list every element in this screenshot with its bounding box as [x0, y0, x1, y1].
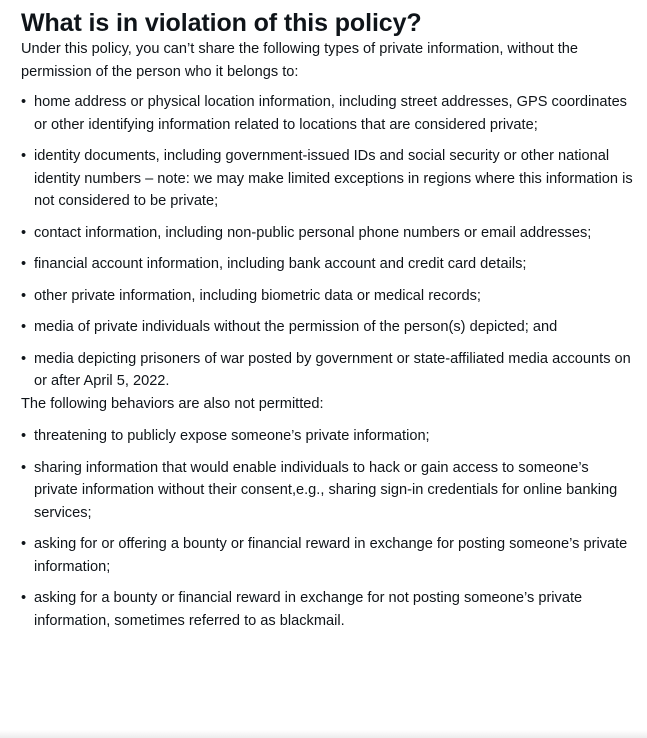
bullet-icon: •: [21, 287, 27, 304]
list-item-text: financial account information, including bank account and credit card details;: [34, 256, 527, 272]
list-item: [21, 145, 633, 213]
list-item: [21, 253, 633, 276]
list-item: [21, 285, 633, 308]
behaviors-list: [21, 425, 633, 632]
bottom-fade: [0, 730, 647, 738]
policy-document: [21, 0, 633, 632]
list-item-text: identity documents, including government-issued IDs and social security or other national identity numbers – note: we may make limited exceptions in regions where this information is not considered to be private;: [34, 148, 633, 209]
bullet-icon: •: [21, 224, 27, 241]
behaviors-intro: The following behaviors are also not permitted:: [21, 395, 324, 412]
list-item-text: threatening to publicly expose someone’s private information;: [34, 428, 430, 444]
list-item: [21, 425, 633, 448]
list-item: [21, 348, 633, 393]
list-item-text: sharing information that would enable individuals to hack or gain access to someone’s private information without their consent,e.g., sharing sign-in credentials for online banking services;: [34, 459, 618, 521]
list-item: [21, 587, 633, 632]
list-item-text: asking for or offering a bounty or financial reward in exchange for posting someone’s private information;: [34, 536, 628, 575]
bullet-icon: •: [21, 459, 27, 476]
list-item: [21, 457, 633, 525]
bullet-icon: •: [21, 148, 27, 164]
bullet-icon: •: [21, 590, 27, 606]
list-item: [21, 533, 633, 578]
list-item-text: media of private individuals without the permission of the person(s) depicted; and: [34, 319, 558, 335]
bullet-icon: •: [21, 319, 27, 335]
list-item-text: home address or physical location information, including street addresses, GPS coordinates or other identifying information related to locations that are considered private;: [34, 94, 627, 133]
list-item: [21, 222, 633, 245]
bullet-icon: •: [21, 536, 27, 552]
list-item-text: contact information, including non-public personal phone numbers or email addresses;: [34, 224, 592, 241]
bullet-icon: •: [21, 256, 27, 272]
list-item-text: other private information, including biometric data or medical records;: [34, 287, 481, 304]
intro-paragraph: Under this policy, you can’t share the following types of private information, without the permission of the person who it belongs to:: [21, 41, 579, 80]
bullet-icon: •: [21, 350, 27, 367]
page-title: What is in violation of this policy?: [21, 9, 422, 37]
bullet-icon: •: [21, 94, 27, 110]
bullet-icon: •: [21, 428, 27, 444]
private-info-list: [21, 91, 633, 393]
list-item-text: media depicting prisoners of war posted by government or state-affiliated media accounts on or after April 5, 2022.: [34, 350, 631, 389]
list-item: [21, 316, 633, 339]
list-item-text: asking for a bounty or financial reward in exchange for not posting someone’s private information, sometimes referred to as blackmail.: [34, 590, 583, 629]
list-item: [21, 91, 633, 136]
